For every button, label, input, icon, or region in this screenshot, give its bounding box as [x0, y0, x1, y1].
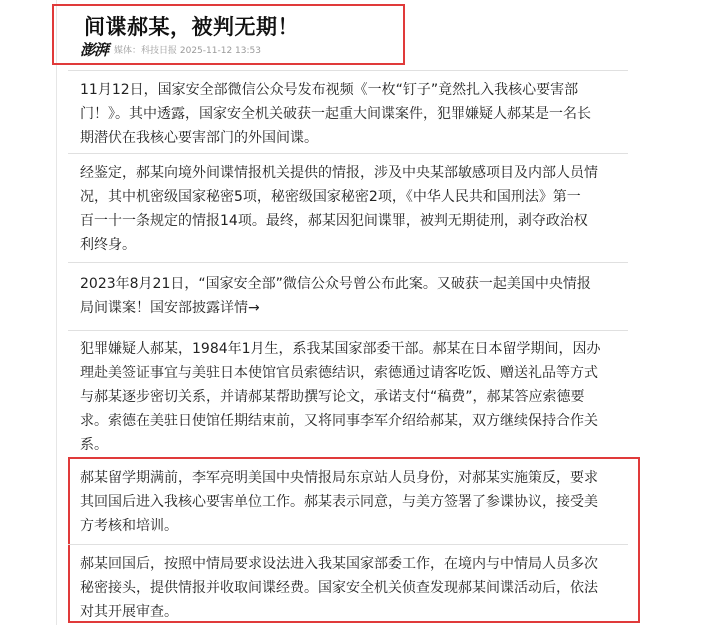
paragraph-line: 百一十一条规定的情报14项。最终，郝某因犯间谍罪，被判无期徒刑，剥夺政治权 — [80, 213, 588, 229]
paragraph-4 — [80, 337, 620, 457]
source-logo[interactable]: 澎湃 — [80, 40, 109, 59]
paragraph-6 — [80, 552, 620, 624]
article-meta: 媒体：科技日报 2025-11-12 13:53 — [114, 45, 261, 56]
paragraph-line: 与郝某逐步密切关系，并请郝某帮助撰写论文，承诺支付“稿费”，郝某答应索德要 — [80, 389, 585, 405]
paragraph-line: 经鉴定，郝某向境外间谍情报机关提供的情报，涉及中央某部敏感项目及内部人员情 — [80, 165, 598, 181]
paragraph-link-line[interactable]: 局间谍案！国安部披露详情→ — [80, 300, 260, 316]
paragraph-line: 郝某回国后，按照中情局要求设法进入我某国家部委工作，在境内与中情局人员多次 — [80, 556, 598, 572]
paragraph-5 — [80, 466, 620, 538]
paragraph-line: 秘密接头，提供情报并收取间谍经费。国家安全机关侦查发现郝某间谍活动后，依法 — [80, 580, 598, 596]
paragraph-line: 方考核和培训。 — [80, 518, 178, 534]
paragraph-line: 利终身。 — [80, 237, 136, 253]
article-title: 间谍郝某，被判无期！ — [84, 15, 299, 39]
paragraph-3 — [80, 272, 620, 320]
paragraph-line: 况，其中机密级国家秘密5项，秘密级国家秘密2项，《中华人民共和国刑法》第一 — [80, 189, 581, 205]
paragraph-1 — [80, 78, 620, 150]
paragraph-line: 郝某留学期满前，李军亮明美国中央情报局东京站人员身份，对郝某实施策反，要求 — [80, 470, 598, 486]
divider — [68, 544, 628, 545]
paragraph-line: 其回国后进入我核心要害单位工作。郝某表示同意，与美方签署了参谍协议，接受美 — [80, 494, 598, 510]
paragraph-line: 理赴美签证事宜与美驻日本使馆官员索德结识，索德通过请客吃饭、赠送礼品等方式 — [80, 365, 598, 381]
paragraph-line: 11月12日，国家安全部微信公众号发布视频《一枚“钉子”竟然扎入我核心要害部 — [80, 82, 579, 98]
divider — [68, 330, 628, 331]
divider — [68, 153, 628, 154]
article-meta-row — [80, 40, 261, 58]
paragraph-line: 2023年8月21日，“国家安全部”微信公众号曾公布此案。又破获一起美国中央情报 — [80, 276, 591, 292]
paragraph-line: 系。 — [80, 437, 108, 453]
paragraph-line: 求。索德在美驻日使馆任期结束前，又将同事李军介绍给郝某，双方继续保持合作关 — [80, 413, 598, 429]
paragraph-line: 期潜伏在我核心要害部门的外国间谍。 — [80, 130, 318, 146]
paragraph-line: 门！》。其中透露，国家安全机关破获一起重大间谍案件，犯罪嫌疑人郝某是一名长 — [80, 106, 591, 122]
divider — [68, 70, 628, 71]
divider — [68, 262, 628, 263]
paragraph-line: 犯罪嫌疑人郝某，1984年1月生，系我某国家部委干部。郝某在日本留学期间，因办 — [80, 341, 601, 357]
paragraph-line: 对其开展审查。 — [80, 604, 178, 620]
paragraph-2 — [80, 161, 620, 257]
